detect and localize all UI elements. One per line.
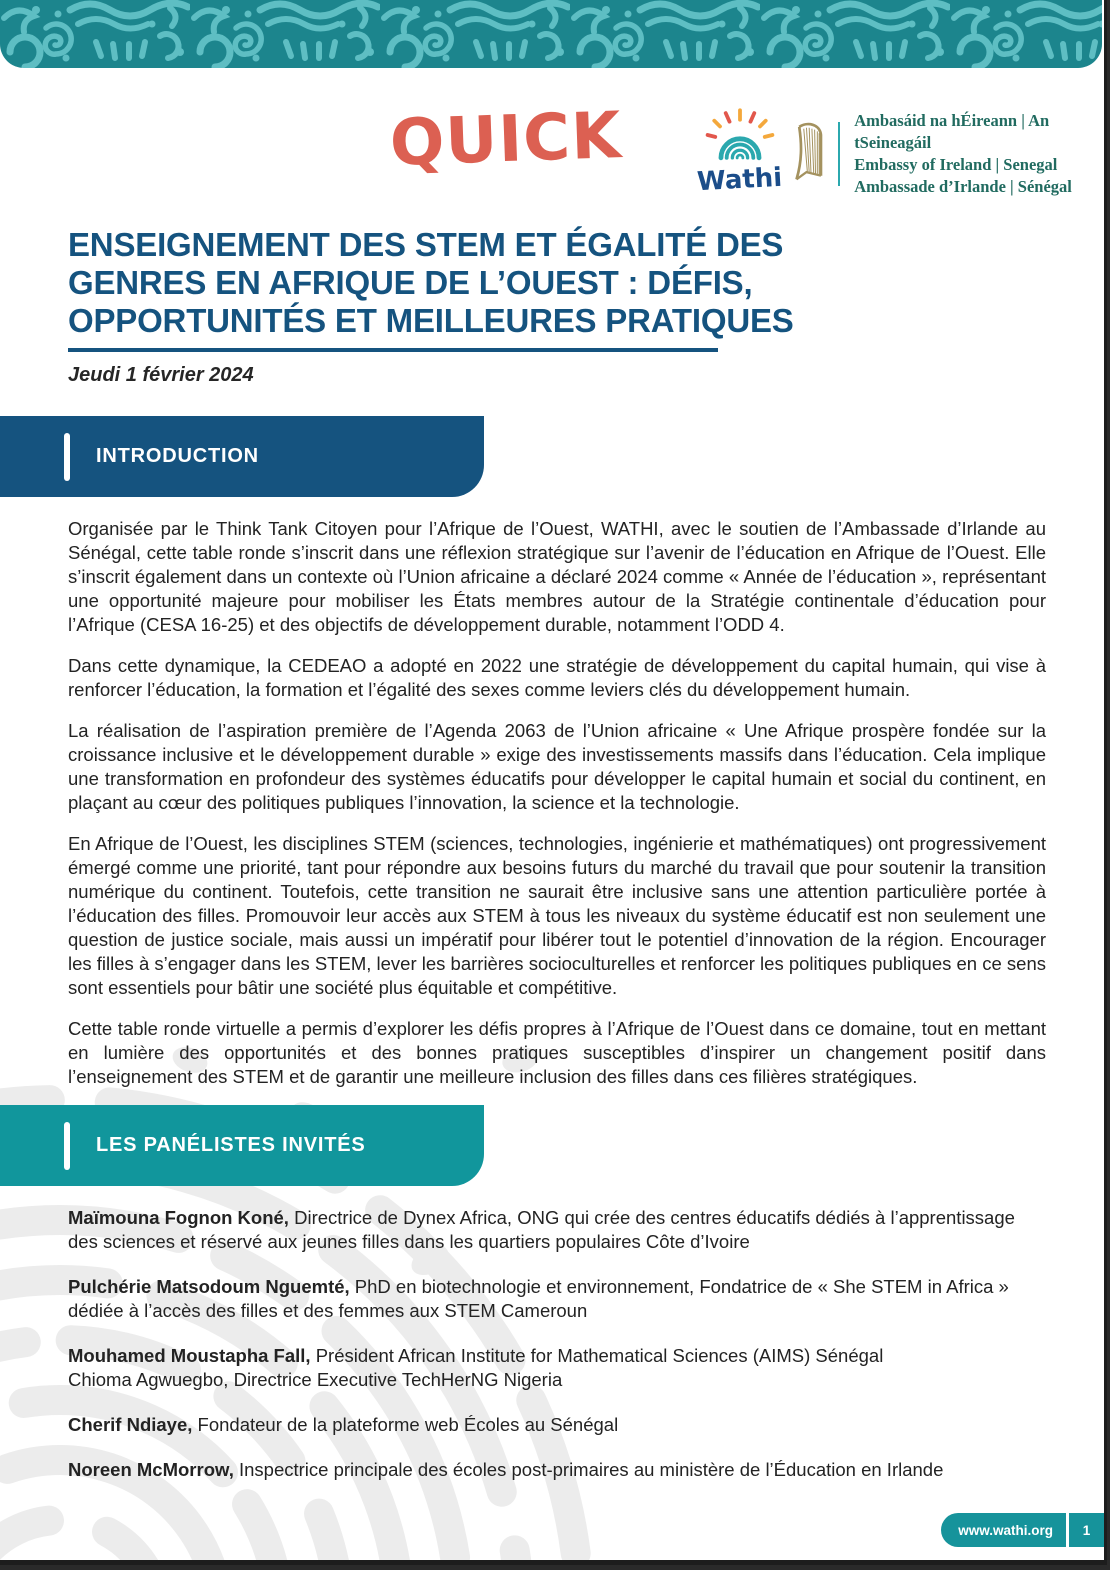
intro-paragraph: Dans cette dynamique, la CEDEAO a adopté en 2022 une stratégie de développement du capital humain, qui vise à renforcer l’éducation, la formation et l’égalité des sexes comme leviers clés du développement humain. bbox=[68, 655, 1046, 700]
introduction-section-header bbox=[0, 416, 484, 497]
panelist-name: Cherif Ndiaye, bbox=[68, 1414, 193, 1435]
panelist-description: Président African Institute for Mathematical Sciences (AIMS) Sénégal bbox=[310, 1345, 884, 1366]
intro-paragraph: Organisée par le Think Tank Citoyen pour l’Afrique de l’Ouest, WATHI, avec le soutien de l’Ambassade d’Irlande au Sénégal, cette table ronde s’inscrit dans une réflexion stratégique sur l’avenir de l’éducation en Afrique de l’Ouest. Elle s’inscrit également dans un contexte où l’Union africaine a déclaré 2024 comme « Année de l’éducation », représentant une opportunité majeure pour mobiliser les États membres autour de la Stratégie continentale d’éducation pour l’Afrique (CESA 16-25) et des objectifs de développement durable, notamment l’ODD 4. bbox=[68, 518, 1046, 635]
panelist-description: Directrice de Dynex Africa, ONG qui crée des centres éducatifs dédiés à l’apprentissage des sciences et réservé aux jeunes filles dans les quartiers populaires Côte d’Ivoire bbox=[68, 1207, 1015, 1252]
page-title-line-1: ENSEIGNEMENT DES STEM ET ÉGALITÉ DES bbox=[68, 226, 784, 263]
page-title-line-3: OPPORTUNITÉS ET MEILLEURES PRATIQUES bbox=[68, 302, 794, 339]
embassy-line-irish: Ambasáid na hÉireann | An tSeineagáil bbox=[854, 111, 1050, 152]
panelist-item bbox=[68, 1413, 1046, 1437]
panelist-name: Noreen McMorrow, bbox=[68, 1459, 234, 1480]
footer-website-badge bbox=[941, 1513, 1104, 1547]
embassy-line-french: Ambassade d’Irlande | Sénégal bbox=[854, 177, 1072, 196]
panelist-item bbox=[68, 1458, 1046, 1482]
embassy-divider bbox=[838, 122, 840, 186]
panelists-section-label: LES PANÉLISTES INVITÉS bbox=[96, 1134, 366, 1156]
panelist-description: PhD en biotechnologie et environnement, Fondatrice de « She STEM in Africa » dédiée à l’accès des filles et des femmes aux STEM Cameroun bbox=[68, 1276, 1009, 1321]
wathi-logo-text: Wathi bbox=[696, 162, 784, 198]
event-date: Jeudi 1 février 2024 bbox=[68, 364, 254, 386]
panelists-list bbox=[68, 1206, 1046, 1503]
tribal-pattern-icon bbox=[0, 0, 1102, 68]
intro-paragraph: La réalisation de l’aspiration première de l’Agenda 2063 de l’Union africaine « Une Afrique prospère fondée sur la croissance inclusive et le développement durable » exige des investissements massifs dans l’éducation. Cela implique une transformation en profondeur des systèmes éducatifs pour développer le capital humain et social du continent, en plaçant au cœur des politiques publiques l’innovation, la science et la technologie. bbox=[68, 720, 1046, 813]
panelists-section-header bbox=[0, 1105, 484, 1186]
panelist-extra-line: Chioma Agwuegbo, Directrice Executive TechHerNG Nigeria bbox=[68, 1369, 563, 1390]
panelist-description: Inspectrice principale des écoles post-primaires au ministère de l’Éducation en Irlande bbox=[233, 1459, 944, 1480]
ireland-harp-icon bbox=[792, 118, 826, 190]
introduction-body bbox=[68, 517, 1046, 1106]
logo-row bbox=[0, 100, 1104, 210]
panelist-description: Fondateur de la plateforme web Écoles au Sénégal bbox=[192, 1414, 619, 1435]
panelist-name: Pulchérie Matsodoum Nguemté, bbox=[68, 1276, 350, 1297]
embassy-text-block bbox=[854, 110, 1104, 198]
embassy-line-english: Embassy of Ireland | Senegal bbox=[854, 155, 1058, 174]
wathi-logo bbox=[694, 106, 786, 198]
banner-accent-bar bbox=[64, 433, 70, 481]
panelist-item bbox=[68, 1206, 1046, 1254]
banner-accent-bar bbox=[64, 1122, 70, 1170]
page-number: 1 bbox=[1082, 1522, 1091, 1538]
embassy-of-ireland-logo bbox=[792, 110, 1104, 198]
footer-website-link[interactable]: www.wathi.org bbox=[958, 1522, 1053, 1538]
page-title-line-2: GENRES EN AFRIQUE DE L’OUEST : DÉFIS, bbox=[68, 264, 753, 301]
introduction-section-label: INTRODUCTION bbox=[96, 445, 259, 467]
intro-paragraph: Cette table ronde virtuelle a permis d’explorer les défis propres à l’Afrique de l’Ouest dans ce domaine, tout en mettant en lumière des opportunités et des bonnes pratiques susceptibles d’inspirer un changement positif dans l’enseignement des STEM et de garantir une meilleure inclusion des filles dans ces filières stratégiques. bbox=[68, 1018, 1046, 1087]
panelist-name: Maïmouna Fognon Koné, bbox=[68, 1207, 289, 1228]
panelist-name: Mouhamed Moustapha Fall, bbox=[68, 1345, 311, 1366]
header-pattern-band bbox=[0, 0, 1102, 68]
quick-logo: QUICK bbox=[388, 98, 623, 182]
wathi-sun-icon bbox=[700, 106, 780, 164]
intro-paragraph: En Afrique de l’Ouest, les disciplines STEM (sciences, technologies, ingénierie et mathématiques) ont progressivement émergé comme une priorité, tant pour répondre aux besoins futurs du marché du travail que pour soutenir la transition numérique du continent. Toutefois, cette transition ne saurait être inclusive sans une attention particulière portée à l’éducation des filles. Promouvoir leur accès aux STEM à tous les niveaux du système éducatif est non seulement une question de justice sociale, mais aussi un impératif pour libérer tout le potentiel d’innovation de la région. Encourager les filles à s’engager dans les STEM, lever les barrières socioculturelles et renforcer les politiques publiques en ce sens sont essentiels pour bâtir une société plus équitable et compétitive. bbox=[68, 833, 1046, 998]
panelist-item bbox=[68, 1344, 1046, 1392]
title-underline bbox=[68, 348, 718, 352]
panelist-item bbox=[68, 1275, 1046, 1323]
title-block bbox=[68, 226, 794, 387]
